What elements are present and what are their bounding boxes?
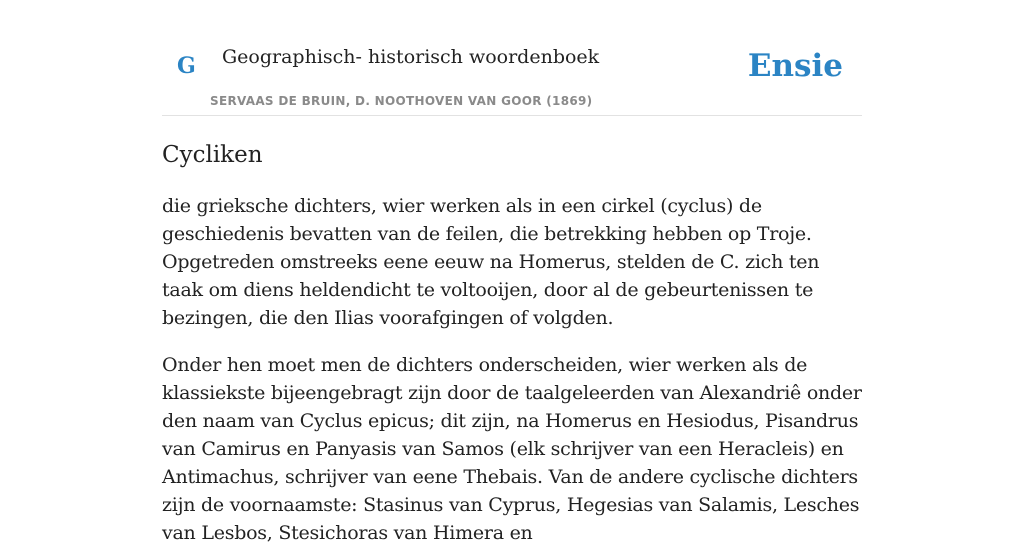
- entry-title: Cycliken: [162, 142, 263, 168]
- content-container: [162, 0, 862, 547]
- entry-paragraph-1: die grieksche dichters, wier werken als in een cirkel (cyclus) de geschiedenis bevatten van de feilen, die betrekking hebben op Troje. Opgetreden omstreeks eene eeuw na Homerus, stelden de C. zich ten taak om diens heldendicht te voltooijen, door al de gebeurtenissen te bezingen, die den Ilias voorafgingen of volgden.: [162, 194, 820, 329]
- book-letter-icon[interactable]: G: [177, 53, 196, 79]
- entry-paragraph-2: Onder hen moet men de dichters onderscheiden, wier werken als de klassiekste bijeengebragt zijn door de taalgeleerden van Alexandriê onder den naam van Cyclus epicus; dit zijn, na Homerus en Hesiodus, Pisandrus van Camirus en Panyasis van Samos (elk schrijver van een Heracleis) en Antimachus, schrijver van eene Thebais. Van de andere cyclische dichters zijn de voornaamste: Stasinus van Cyprus, Hegesias van Salamis, Lesches van Lesbos, Stesichoras van Himera en: [162, 353, 862, 544]
- ensie-logo-link[interactable]: Ensie: [747, 48, 843, 84]
- header: [162, 0, 862, 116]
- book-authors: SERVAAS DE BRUIN, D. NOOTHOVEN VAN GOOR (1869): [210, 94, 593, 108]
- book-title-link[interactable]: Geographisch- historisch woordenboek: [222, 46, 600, 68]
